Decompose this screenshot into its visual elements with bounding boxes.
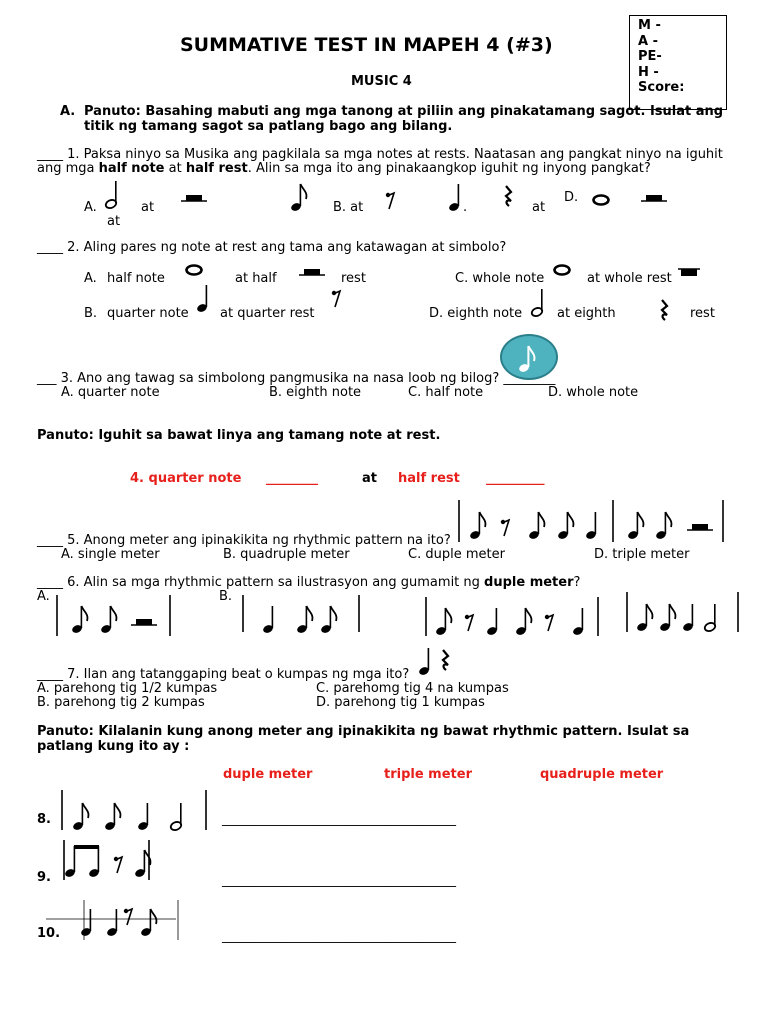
q2-option-a-text2: at half (235, 271, 277, 286)
score-box-line: M - (638, 18, 661, 33)
q4-label1: 4. quarter note (130, 471, 242, 486)
q5-option-b: B. quadruple meter (223, 547, 350, 562)
q1-stem-line2: ang mga half note at half rest. Alin sa mga ito ang pinakaangkop iguhit ng inyong pangkat? (37, 161, 651, 176)
q3-option-c: C. half note (408, 385, 484, 400)
q2-option-b-text1: quarter note (107, 306, 189, 321)
score-box-line: Score: (638, 80, 685, 95)
q2-option-a-letter: A. (84, 271, 97, 286)
item-answer-blank[interactable]: ____________________________________ (222, 873, 456, 888)
q2-option-c: C. whole note (455, 271, 545, 286)
q1-option-b: B. at (333, 200, 364, 215)
q3-option-b: B. eighth note (269, 385, 362, 400)
page-title: SUMMATIVE TEST IN MAPEH 4 (#3) (180, 34, 553, 56)
instruction-identify-line2: patlang kung ito ay : (37, 739, 190, 754)
score-box-line: H - (638, 64, 659, 80)
q1-option-b-dot: . (463, 200, 468, 215)
q7-option-b: B. parehong tig 2 kumpas (37, 695, 205, 710)
q2-option-d-text2: at eighth (557, 306, 616, 321)
q7-option-d: D. parehong tig 1 kumpas (316, 695, 485, 710)
q3-option-d: D. whole note (548, 385, 639, 400)
item-number: 10. (37, 926, 61, 941)
section-a-instruction-line1: Panuto: Basahing mabuti ang mga tanong at piliin ang pinakatamang sagot. Isulat ang (84, 104, 724, 119)
q2-option-a-text3: rest (341, 271, 366, 286)
item-number: 9. (37, 870, 51, 885)
q1-option-a-at2: at (141, 200, 155, 215)
item-answer-blank[interactable]: ____________________________________ (222, 929, 456, 944)
q2-option-d: D. eighth note (429, 306, 523, 321)
q7-stem: ____ 7. Ilan ang tatanggaping beat o kumpas ng mga ito? (37, 667, 410, 682)
score-box-line: A - (638, 33, 658, 49)
q6-option-a-letter: A. (37, 589, 50, 604)
q2-option-d-text3: rest (690, 306, 715, 321)
q4-at: at (362, 471, 377, 486)
q6-option-b-letter: B. (219, 589, 233, 604)
q5-option-c: C. duple meter (408, 547, 505, 562)
choice-duple: duple meter (223, 767, 313, 782)
q6-stem: ____ 6. Alin sa mga rhythmic pattern sa ilustrasyon ang gumamit ng duple meter? (37, 575, 581, 590)
instruction-draw: Panuto: Iguhit sa bawat linya ang tamang note at rest. (37, 428, 441, 443)
section-a-instruction-line2: titik ng tamang sagot sa patlang bago ang bilang. (84, 119, 453, 134)
q2-option-b-text2: at quarter rest (220, 306, 315, 321)
choice-triple: triple meter (384, 767, 472, 782)
q7-option-a: A. parehong tig 1/2 kumpas (37, 681, 218, 696)
q5-option-d: D. triple meter (594, 547, 690, 562)
q5-stem: ____ 5. Anong meter ang ipinakikita ng rhythmic pattern na ito? (37, 533, 451, 548)
page-subtitle: MUSIC 4 (351, 74, 412, 89)
q4-label2: half rest (398, 471, 460, 486)
instruction-identify-line1: Panuto: Kilalanin kung anong meter ang ipinakikita ng bawat rhythmic pattern. Isulat sa (37, 724, 690, 739)
score-box-line: PE- (638, 49, 662, 64)
item-answer-blank[interactable]: ____________________________________ (222, 812, 456, 827)
q7-option-c: C. parehomg tig 4 na kumpas (316, 681, 509, 696)
q1-option-d: D. (564, 190, 579, 205)
q1-option-a: A. (84, 200, 97, 215)
item-number: 8. (37, 812, 51, 827)
q4-blank2[interactable]: _________ (486, 471, 545, 486)
q3-stem: ___ 3. Ano ang tawag sa simbolong pangmusika na nasa loob ng bilog? ________ (37, 371, 556, 386)
q3-option-a: A. quarter note (61, 385, 160, 400)
choice-quadruple: quadruple meter (540, 767, 664, 782)
q1-option-b-at: at (532, 200, 546, 215)
q2-option-a-text1: half note (107, 271, 165, 286)
q2-option-c-text2: at whole rest (587, 271, 672, 286)
q2-stem: ____ 2. Aling pares ng note at rest ang tama ang katawagan at simbolo? (37, 240, 507, 255)
q2-option-b-letter: B. (84, 306, 98, 321)
q1-option-a-at: at (107, 214, 121, 229)
q1-stem-line1: ____ 1. Paksa ninyo sa Musika ang pagkilala sa mga notes at rests. Naatasan ang pangkat ninyo na iguhit (37, 147, 723, 162)
q5-option-a: A. single meter (61, 547, 160, 562)
q4-blank1[interactable]: ________ (266, 471, 318, 486)
section-a-letter: A. (60, 104, 76, 119)
